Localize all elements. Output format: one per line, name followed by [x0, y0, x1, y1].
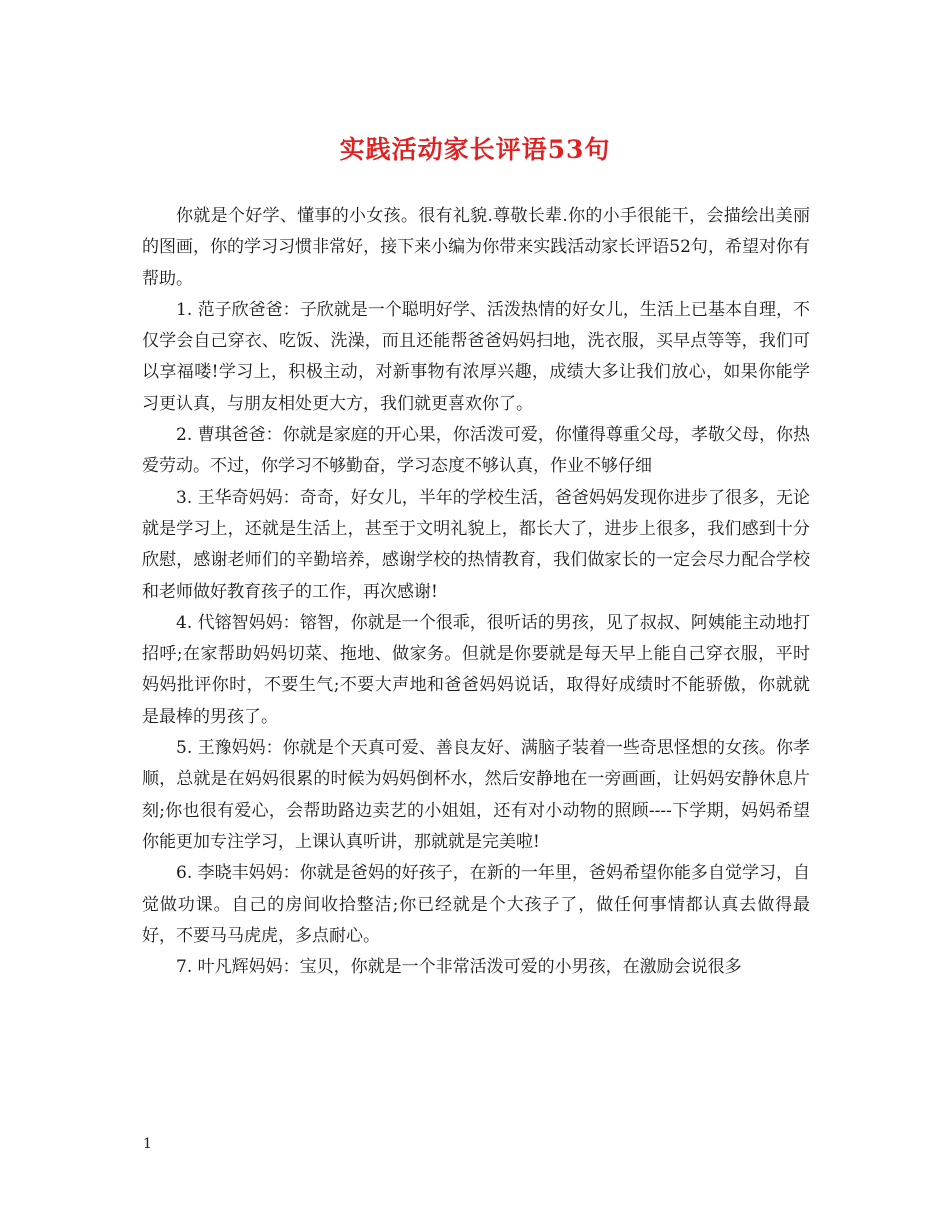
comment-paragraph-2: 2. 曹琪爸爸：你就是家庭的开心果，你活泼可爱，你懂得尊重父母，孝敬父母，你热爱劳动。不过，你学习不够勤奋，学习态度不够认真，作业不够仔细: [142, 425, 810, 477]
comment-paragraph-6: 6. 李晓丰妈妈：你就是爸妈的好孩子，在新的一年里，爸妈希望你能多自觉学习，自觉做功课。自己的房间收拾整洁;你已经就是个大孩子了，做任何事情都认真去做得最好，不要马马虎虎，多点耐心。: [142, 863, 810, 946]
comment-paragraph-5: 5. 王豫妈妈：你就是个天真可爱、善良友好、满脑子装着一些奇思怪想的女孩。你孝顺，总就是在妈妈很累的时候为妈妈倒杯水，然后安静地在一旁画画，让妈妈安静休息片刻;你也很有爱心，会帮助路边卖艺的小姐姐，还有对小动物的照顾----下学期，妈妈希望你能更加专注学习，上课认真听讲，那就就是完美啦!: [142, 738, 810, 852]
comment-paragraph-7: 7. 叶凡辉妈妈：宝贝，你就是一个非常活泼可爱的小男孩，在激励会说很多: [176, 957, 742, 978]
page-number: 1: [143, 1136, 152, 1152]
intro-paragraph: 你就是个好学、懂事的小女孩。很有礼貌.尊敬长辈.你的小手很能干，会描绘出美丽的图画，你的学习习惯非常好，接下来小编为你带来实践活动家长评语52句，希望对你有帮助。: [142, 206, 810, 289]
comment-paragraph-4: 4. 代镕智妈妈：镕智，你就是一个很乖，很听话的男孩，见了叔叔、阿姨能主动地打招呼;在家帮助妈妈切菜、拖地、做家务。但就是你要就是每天早上能自己穿衣服，平时妈妈批评你时，不要生气;不要大声地和爸爸妈妈说话，取得好成绩时不能骄傲，你就就是最棒的男孩了。: [142, 612, 810, 727]
comment-paragraph-1: 1. 范子欣爸爸：子欣就是一个聪明好学、活泼热情的好女儿，生活上已基本自理，不仅学会自己穿衣、吃饭、洗澡，而且还能帮爸爸妈妈扫地，洗衣服，买早点等等，我们可以享福喽!学习上，积极主动，对新事物有浓厚兴趣，成绩大多让我们放心，如果你能学习更认真，与朋友相处更大方，我们就更喜欢你了。: [142, 299, 810, 414]
document-body: [142, 201, 810, 983]
comment-paragraph-3: 3. 王华奇妈妈：奇奇，好女儿，半年的学校生活，爸爸妈妈发现你进步了很多，无论就是学习上，还就是生活上，甚至于文明礼貌上，都长大了，进步上很多，我们感到十分欣慰，感谢老师们的辛勤培养，感谢学校的热情教育，我们做家长的一定会尽力配合学校和老师做好教育孩子的工作，再次感谢!: [142, 487, 810, 602]
page-title: 实践活动家长评语53句: [339, 135, 611, 164]
